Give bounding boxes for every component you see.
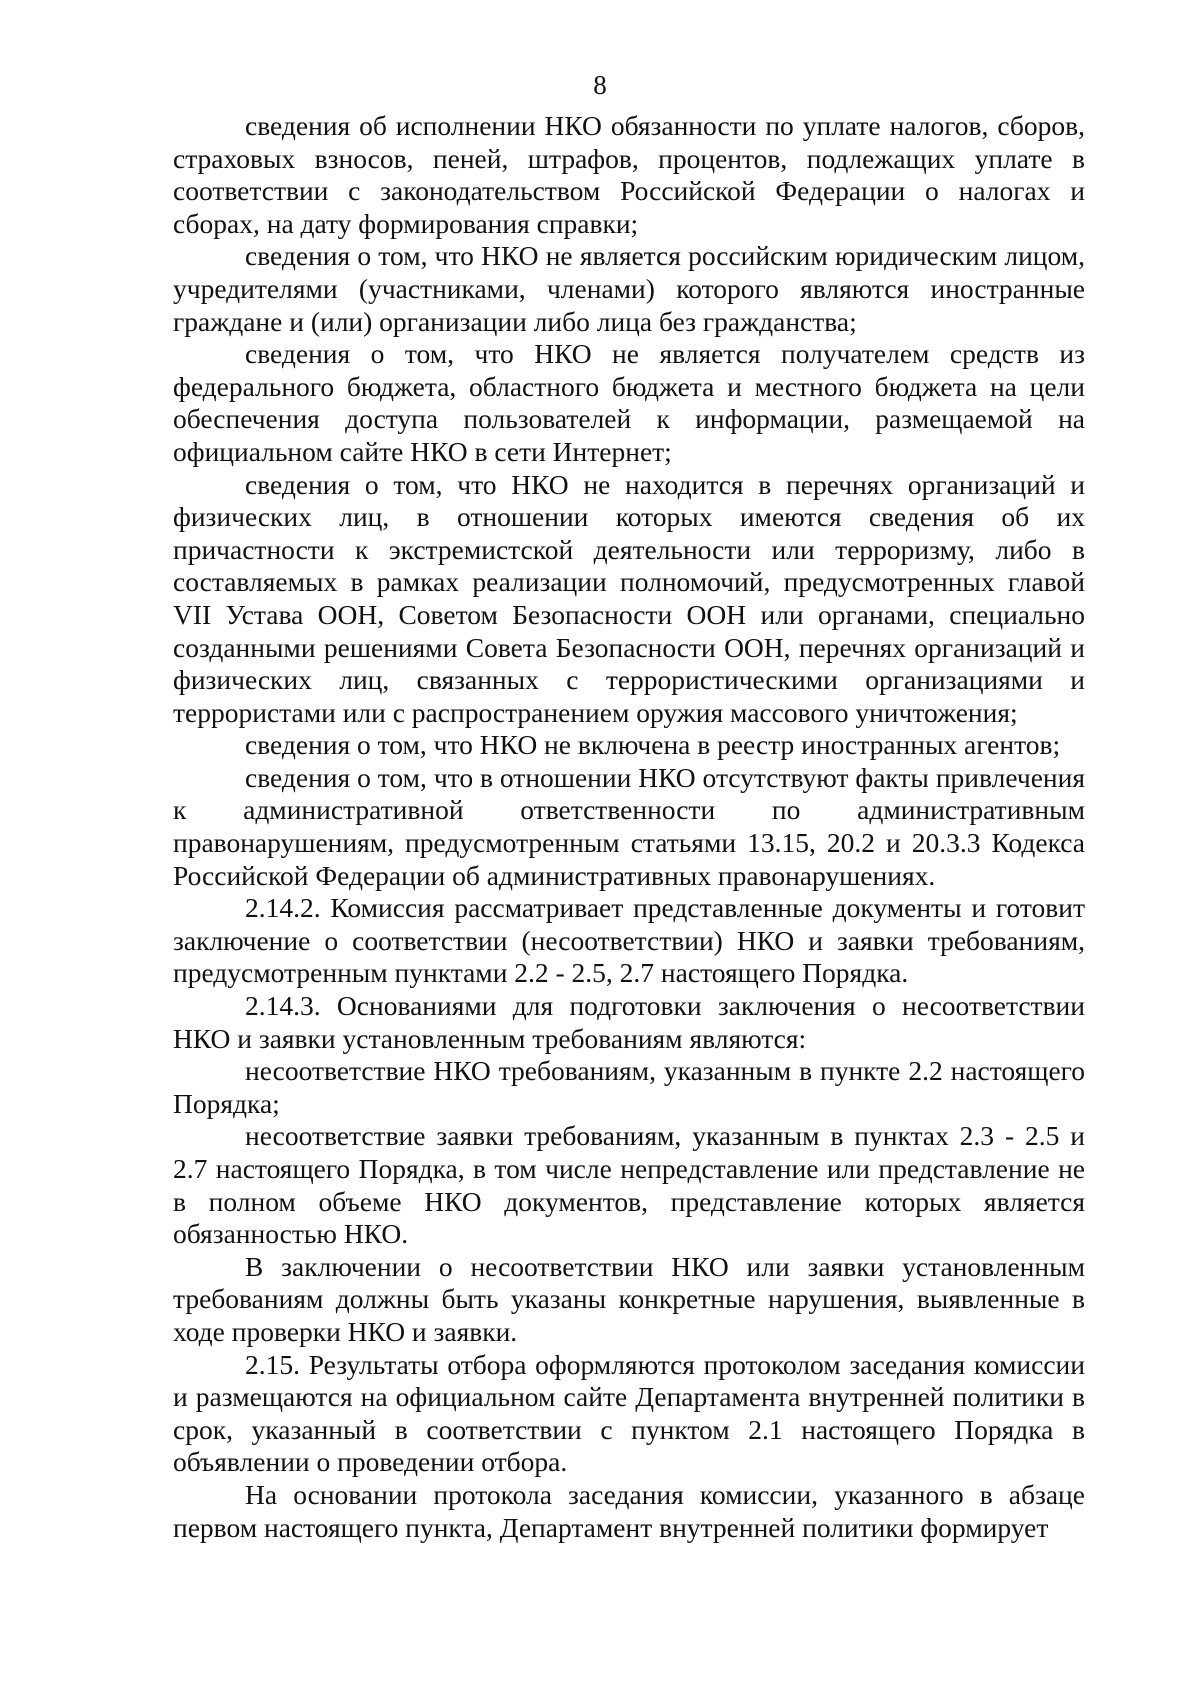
paragraph-tax-obligations: сведения об исполнении НКО обязанности по уплате налогов, сборов, страховых взносов, пеней, штрафов, процентов, подлежащих уплате в соответствии с законодательством Российской Федерации о налогах и сборах, на дату формирования справки; xyxy=(173,110,1085,239)
page-number: 8 xyxy=(593,70,607,100)
paragraph-extremism-lists: сведения о том, что НКО не находится в перечнях организаций и физических лиц, в отношении которых имеются сведения об их причастности к экстремистской деятельности или терроризму, либо в составляемых в рамках реализации полномочий, предусмотренных главой VII Устава ООН, Советом Безопасности ООН или органами, специально созданными решениями Совета Безопасности ООН, перечнях организаций и физических лиц, связанных с террористическими организациями и террористами или с распространением оружия массового уничтожения; xyxy=(173,468,1085,728)
paragraph-conclusion-violations: В заключении о несоответствии НКО или заявки установленным требованиям должны быть указаны конкретные нарушения, выявленные в ходе проверки НКО и заявки. xyxy=(173,1250,1085,1347)
paragraph-protocol-basis: На основании протокола заседания комиссии, указанного в абзаце первом настоящего пункта, Департамент внутренней политики формирует xyxy=(173,1478,1085,1543)
paragraph-budget-funds: сведения о том, что НКО не является получателем средств из федерального бюджета, областного бюджета и местного бюджета на цели обеспечения доступа пользователей к информации, размещаемой на официальном сайте НКО в сети Интернет; xyxy=(173,338,1085,467)
document-body xyxy=(173,110,1085,1544)
paragraph-nko-nonconformity: несоответствие НКО требованиям, указанным в пункте 2.2 настоящего Порядка; xyxy=(173,1055,1085,1119)
paragraph-administrative-liability: сведения о том, что в отношении НКО отсутствуют факты привлечения к административной ответственности по административным правонарушениям, предусмотренным статьями 13.15, 20.2 и 20.3.3 Кодекса Российской Федерации об административных правонарушениях. xyxy=(173,761,1085,891)
paragraph-clause-2-14-3: 2.14.3. Основаниями для подготовки заключения о несоответствии НКО и заявки установленным требованиям являются: xyxy=(173,990,1085,1054)
paragraph-clause-2-14-2: 2.14.2. Комиссия рассматривает представленные документы и готовит заключение о соответствии (несоответствии) НКО и заявки требованиям, предусмотренным пунктами 2.2 - 2.5, 2.7 настоящего Порядка. xyxy=(173,892,1085,989)
paragraph-application-nonconformity: несоответствие заявки требованиям, указанным в пунктах 2.3 - 2.5 и 2.7 настоящего Порядка, в том числе непредставление или представление не в полном объеме НКО документов, представление которых является обязанностью НКО. xyxy=(173,1120,1085,1250)
paragraph-foreign-founders: сведения о том, что НКО не является российским юридическим лицом, учредителями (участниками, членами) которого являются иностранные граждане и (или) организации либо лица без гражданства; xyxy=(173,240,1085,337)
paragraph-foreign-agents: сведения о том, что НКО не включена в реестр иностранных агентов; xyxy=(245,729,1061,761)
paragraph-clause-2-15: 2.15. Результаты отбора оформляются протоколом заседания комиссии и размещаются на официальном сайте Департамента внутренней политики в срок, указанный в соответствии с пунктом 2.1 настоящего Порядка в объявлении о проведении отбора. xyxy=(173,1348,1085,1478)
